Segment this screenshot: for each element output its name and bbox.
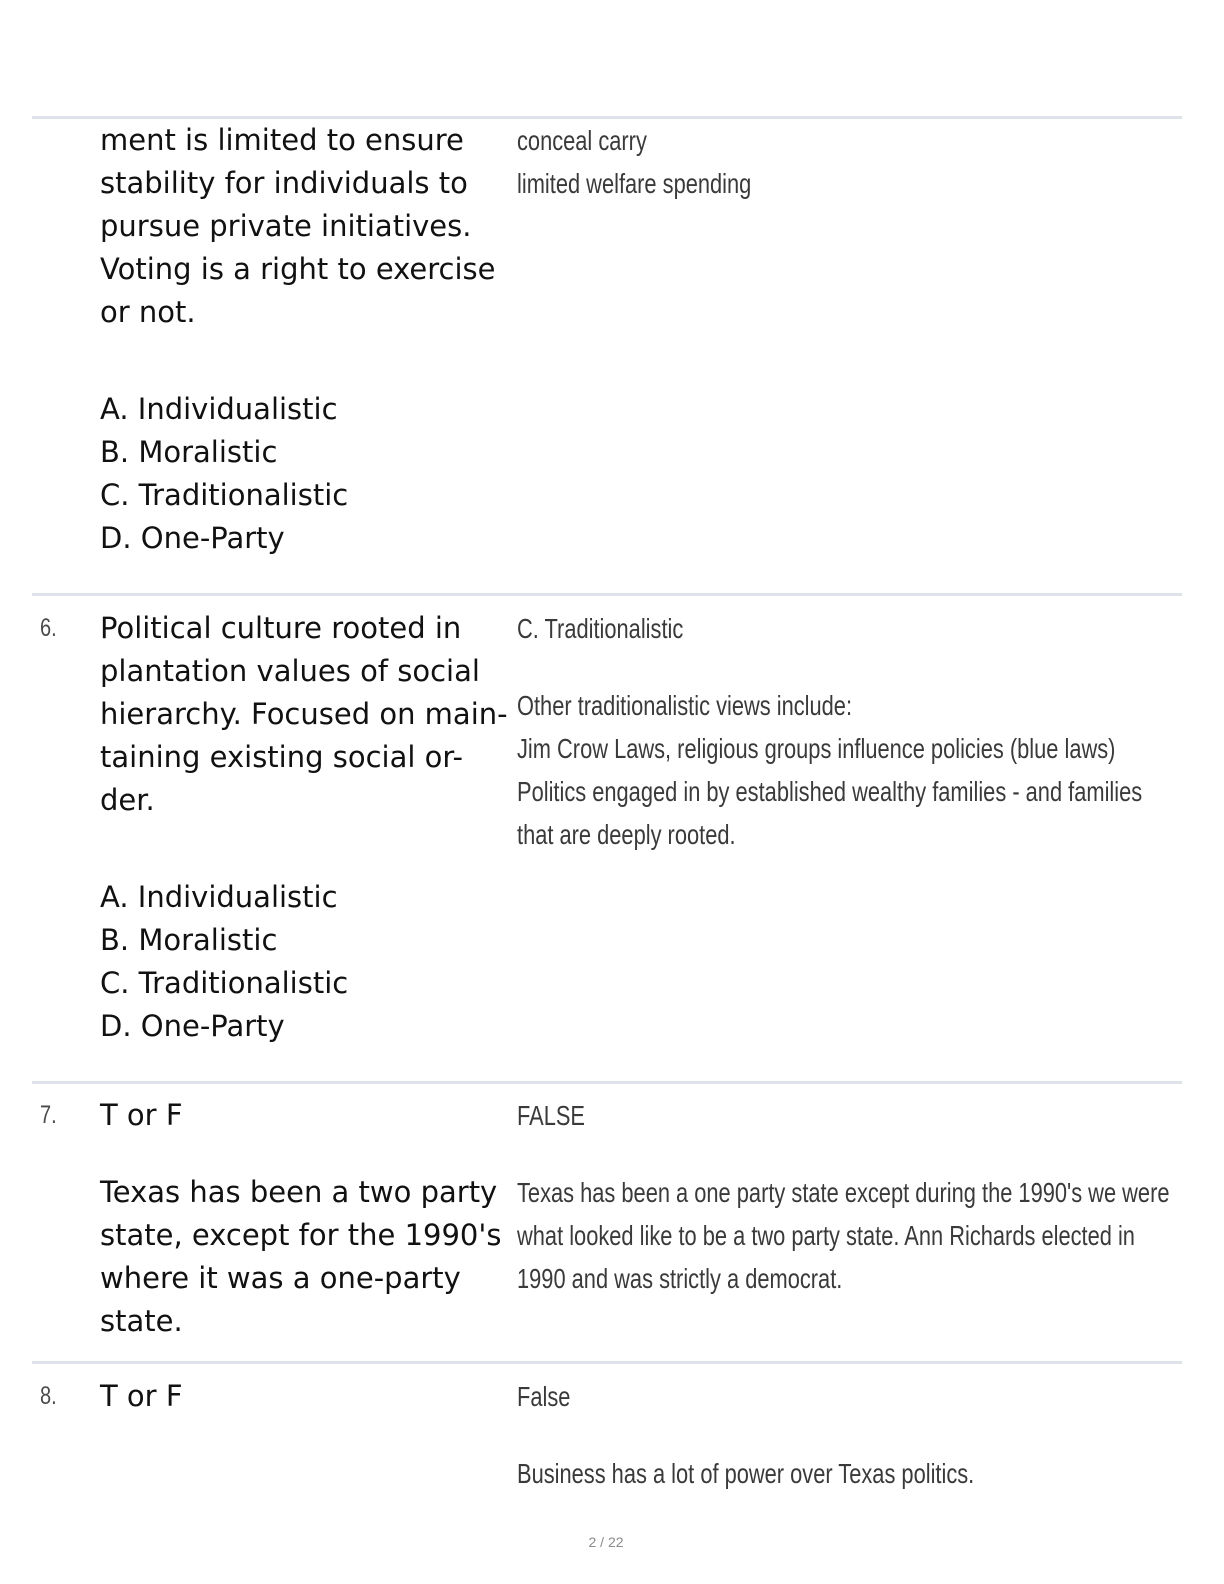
definition-line: Politics engaged in by established wealthy families - and families: [517, 776, 1143, 807]
term-line: taining existing social or-: [100, 740, 463, 774]
card-divider: [32, 1361, 1182, 1364]
card-term: [100, 607, 510, 1048]
option-line: C. Traditionalistic: [100, 478, 349, 512]
card-number: 7.: [40, 1101, 57, 1129]
term-line: Texas has been a two party: [100, 1175, 498, 1209]
answer-line: False: [517, 1381, 571, 1412]
term-line: Voting is a right to exercise: [100, 252, 496, 286]
definition-line: Other traditionalistic views include:: [517, 690, 853, 721]
spacer: [100, 334, 510, 388]
term-line: plantation values of social: [100, 654, 480, 688]
answer-line: FALSE: [517, 1100, 585, 1131]
definition-line: 1990 and was strictly a democrat.: [517, 1263, 843, 1294]
page-number: 2 / 22: [588, 1534, 624, 1550]
term-line: where it was a one-party: [100, 1261, 461, 1295]
card-definition: [517, 119, 1177, 205]
option-line: D. One-Party: [100, 1009, 285, 1043]
term-line: pursue private initiatives.: [100, 209, 472, 243]
spacer: [517, 1418, 1177, 1452]
card-divider: [32, 1081, 1182, 1084]
definition-line: conceal carry: [517, 125, 647, 156]
definition-line: Jim Crow Laws, religious groups influence policies (blue laws): [517, 733, 1116, 764]
definition-line: what looked like to be a two party state. Ann Richards elected in: [517, 1220, 1135, 1251]
spacer: [517, 650, 1177, 684]
term-line: state.: [100, 1304, 183, 1338]
term-line: or not.: [100, 295, 196, 329]
card-number: 6.: [40, 614, 57, 642]
term-line: state, except for the 1990's: [100, 1218, 502, 1252]
option-line: D. One-Party: [100, 521, 285, 555]
definition-line: that are deeply rooted.: [517, 819, 736, 850]
definition-line: limited welfare spending: [517, 168, 752, 199]
card-definition: [517, 1094, 1177, 1300]
card-term: [100, 1094, 510, 1343]
card-number: 8.: [40, 1382, 57, 1410]
card-divider: [32, 593, 1182, 596]
spacer: [100, 822, 510, 876]
option-line: B. Moralistic: [100, 923, 278, 957]
prompt-line: T or F: [100, 1379, 183, 1413]
answer-line: C. Traditionalistic: [517, 613, 684, 644]
spacer: [517, 1137, 1177, 1171]
card-term: [100, 119, 510, 560]
term-line: stability for individuals to: [100, 166, 468, 200]
prompt-line: T or F: [100, 1098, 183, 1132]
term-line: der.: [100, 783, 155, 817]
term-line: ment is limited to ensure: [100, 123, 464, 157]
card-term: [100, 1375, 510, 1418]
definition-line: Texas has been a one party state except during the 1990's we were: [517, 1177, 1170, 1208]
option-line: C. Traditionalistic: [100, 966, 349, 1000]
term-line: Political culture rooted in: [100, 611, 462, 645]
card-definition: [517, 607, 1177, 856]
term-line: hierarchy. Focused on main-: [100, 697, 508, 731]
definition-line: Business has a lot of power over Texas politics.: [517, 1458, 975, 1489]
option-line: A. Individualistic: [100, 392, 338, 426]
option-line: A. Individualistic: [100, 880, 338, 914]
card-definition: [517, 1375, 1177, 1495]
spacer: [100, 1137, 510, 1171]
option-line: B. Moralistic: [100, 435, 278, 469]
